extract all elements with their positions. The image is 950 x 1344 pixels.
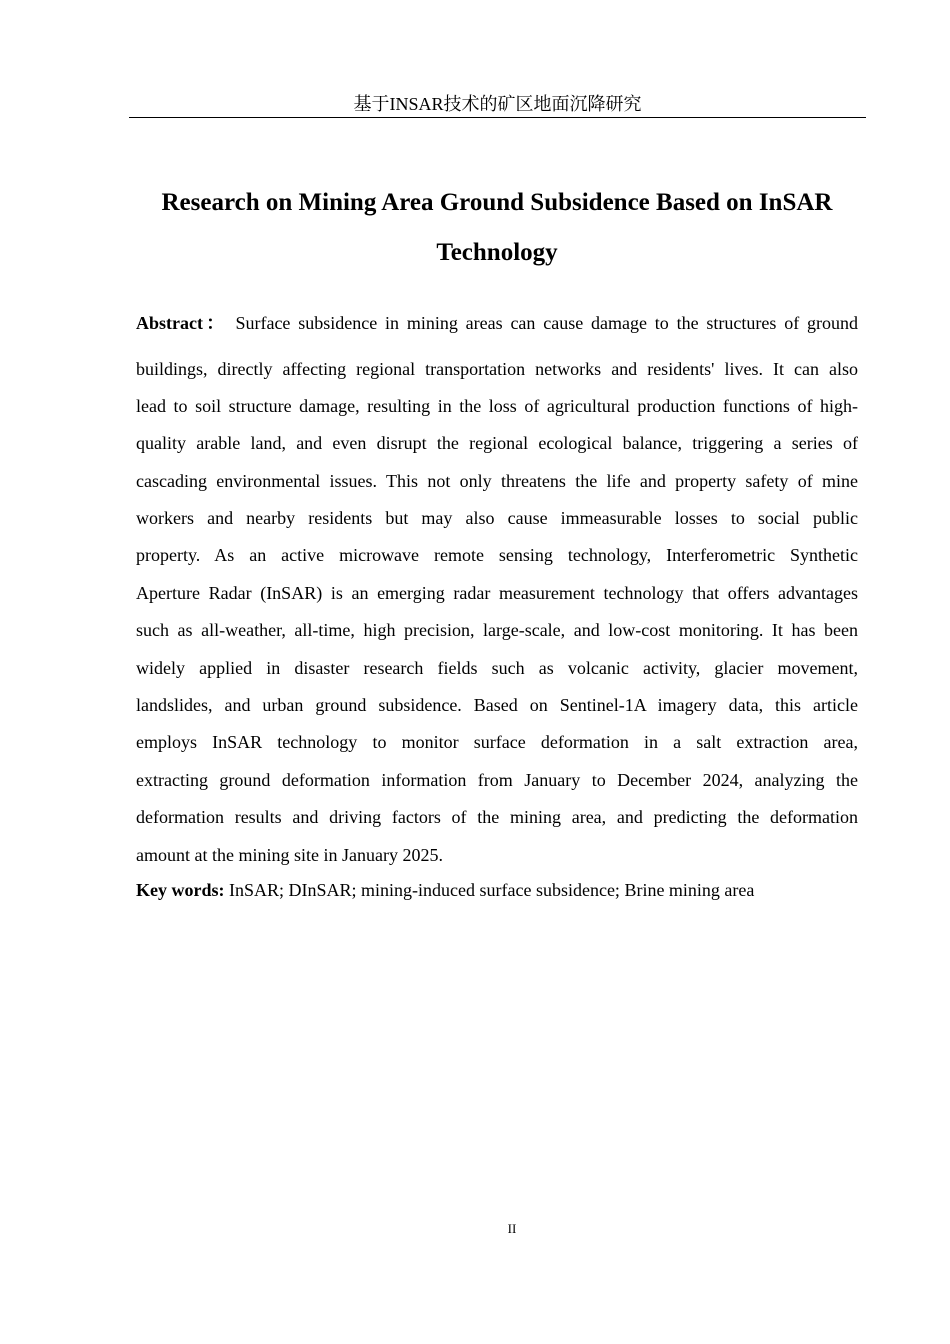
abstract-line: lead to soil structure damage, resulting in the loss of agricultural production functions of high- xyxy=(136,395,858,416)
abstract xyxy=(136,309,858,878)
abstract-line: cascading environmental issues. This not only threatens the life and property safety of mine xyxy=(136,470,858,491)
abstract-line: landslides, and urban ground subsidence. Based on Sentinel-1A imagery data, this article xyxy=(136,695,858,716)
abstract-line: employs InSAR technology to monitor surface deformation in a salt extraction area, xyxy=(136,732,858,753)
abstract-line: workers and nearby residents but may also cause immeasurable losses to social public xyxy=(136,508,858,529)
abstract-line: extracting ground deformation information from January to December 2024, analyzing the xyxy=(136,769,858,790)
abstract-line: deformation results and driving factors of the mining area, and predicting the deformation xyxy=(136,807,858,828)
keywords-label: Key words: xyxy=(136,880,225,900)
abstract-text: Surface subsidence in mining areas can cause damage to the structures of ground xyxy=(235,313,859,333)
abstract-line: buildings, directly affecting regional transportation networks and residents' lives. It can also xyxy=(136,358,858,379)
title-line-1: Research on Mining Area Ground Subsidence Based on InSAR xyxy=(161,189,833,216)
header-rule xyxy=(129,117,866,118)
page-number: II xyxy=(507,1221,517,1236)
paper-title xyxy=(136,178,858,278)
keywords-text: InSAR; DInSAR; mining-induced surface subsidence; Brine mining area xyxy=(224,880,755,900)
keywords xyxy=(136,876,754,904)
abstract-line: amount at the mining site in January 2025. xyxy=(136,844,443,865)
abstract-line: property. As an active microwave remote sensing technology, Interferometric Synthetic xyxy=(136,545,858,566)
abstract-line: quality arable land, and even disrupt the regional ecological balance, triggering a series of xyxy=(136,433,858,454)
running-header: 基于INSAR技术的矿区地面沉降研究 xyxy=(353,94,642,114)
abstract-label: Abstract： xyxy=(136,313,228,333)
title-line-2: Technology xyxy=(436,239,558,266)
abstract-line: such as all-weather, all-time, high precision, large-scale, and low-cost monitoring. It has been xyxy=(136,620,858,641)
abstract-line: Aperture Radar (InSAR) is an emerging radar measurement technology that offers advantages xyxy=(136,582,858,603)
abstract-line: widely applied in disaster research fields such as volcanic activity, glacier movement, xyxy=(136,657,858,678)
abstract-line xyxy=(136,309,858,355)
